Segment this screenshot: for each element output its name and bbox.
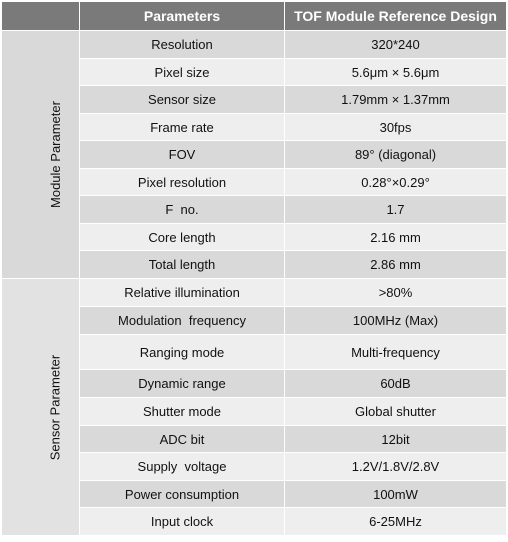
header-group-cell: [2, 2, 80, 31]
param-cell: Power consumption: [80, 481, 285, 508]
value-cell: 1.2V/1.8V/2.8V: [285, 453, 507, 481]
value-cell: 6-25MHz: [285, 508, 507, 536]
param-cell: Core length: [80, 224, 285, 251]
param-cell: Modulation frequency: [80, 307, 285, 335]
param-cell: Pixel resolution: [80, 169, 285, 196]
group-module-parameter: [2, 31, 80, 279]
param-cell: Resolution: [80, 31, 285, 59]
param-cell: Relative illumination: [80, 279, 285, 307]
spec-table: [1, 1, 507, 536]
group-sensor-parameter: [2, 279, 80, 536]
param-cell: FOV: [80, 141, 285, 169]
header-reference-design: TOF Module Reference Design: [285, 2, 507, 31]
param-cell: F no.: [80, 196, 285, 224]
value-cell: 100mW: [285, 481, 507, 508]
value-cell: 100MHz (Max): [285, 307, 507, 335]
value-cell: 89° (diagonal): [285, 141, 507, 169]
param-cell: ADC bit: [80, 426, 285, 453]
header-parameters: Parameters: [80, 2, 285, 31]
param-cell: Pixel size: [80, 59, 285, 86]
value-cell: 60dB: [285, 370, 507, 398]
value-cell: Multi-frequency: [285, 335, 507, 370]
value-cell: 320*240: [285, 31, 507, 59]
value-cell: >80%: [285, 279, 507, 307]
value-cell: 2.86 mm: [285, 251, 507, 279]
header-row: [2, 2, 507, 31]
param-cell: Supply voltage: [80, 453, 285, 481]
value-cell: 30fps: [285, 114, 507, 141]
param-cell: Sensor size: [80, 86, 285, 114]
param-cell: Dynamic range: [80, 370, 285, 398]
value-cell: 5.6μm × 5.6μm: [285, 59, 507, 86]
param-cell: Input clock: [80, 508, 285, 536]
value-cell: 12bit: [285, 426, 507, 453]
param-cell: Total length: [80, 251, 285, 279]
value-cell: 1.7: [285, 196, 507, 224]
param-cell: Frame rate: [80, 114, 285, 141]
table-row: [2, 279, 507, 307]
group-label: Sensor Parameter: [47, 354, 63, 460]
value-cell: 1.79mm × 1.37mm: [285, 86, 507, 114]
value-cell: 2.16 mm: [285, 224, 507, 251]
param-cell: Ranging mode: [80, 335, 285, 370]
group-label: Module Parameter: [47, 101, 63, 208]
value-cell: 0.28°×0.29°: [285, 169, 507, 196]
table-row: [2, 31, 507, 59]
value-cell: Global shutter: [285, 398, 507, 426]
param-cell: Shutter mode: [80, 398, 285, 426]
